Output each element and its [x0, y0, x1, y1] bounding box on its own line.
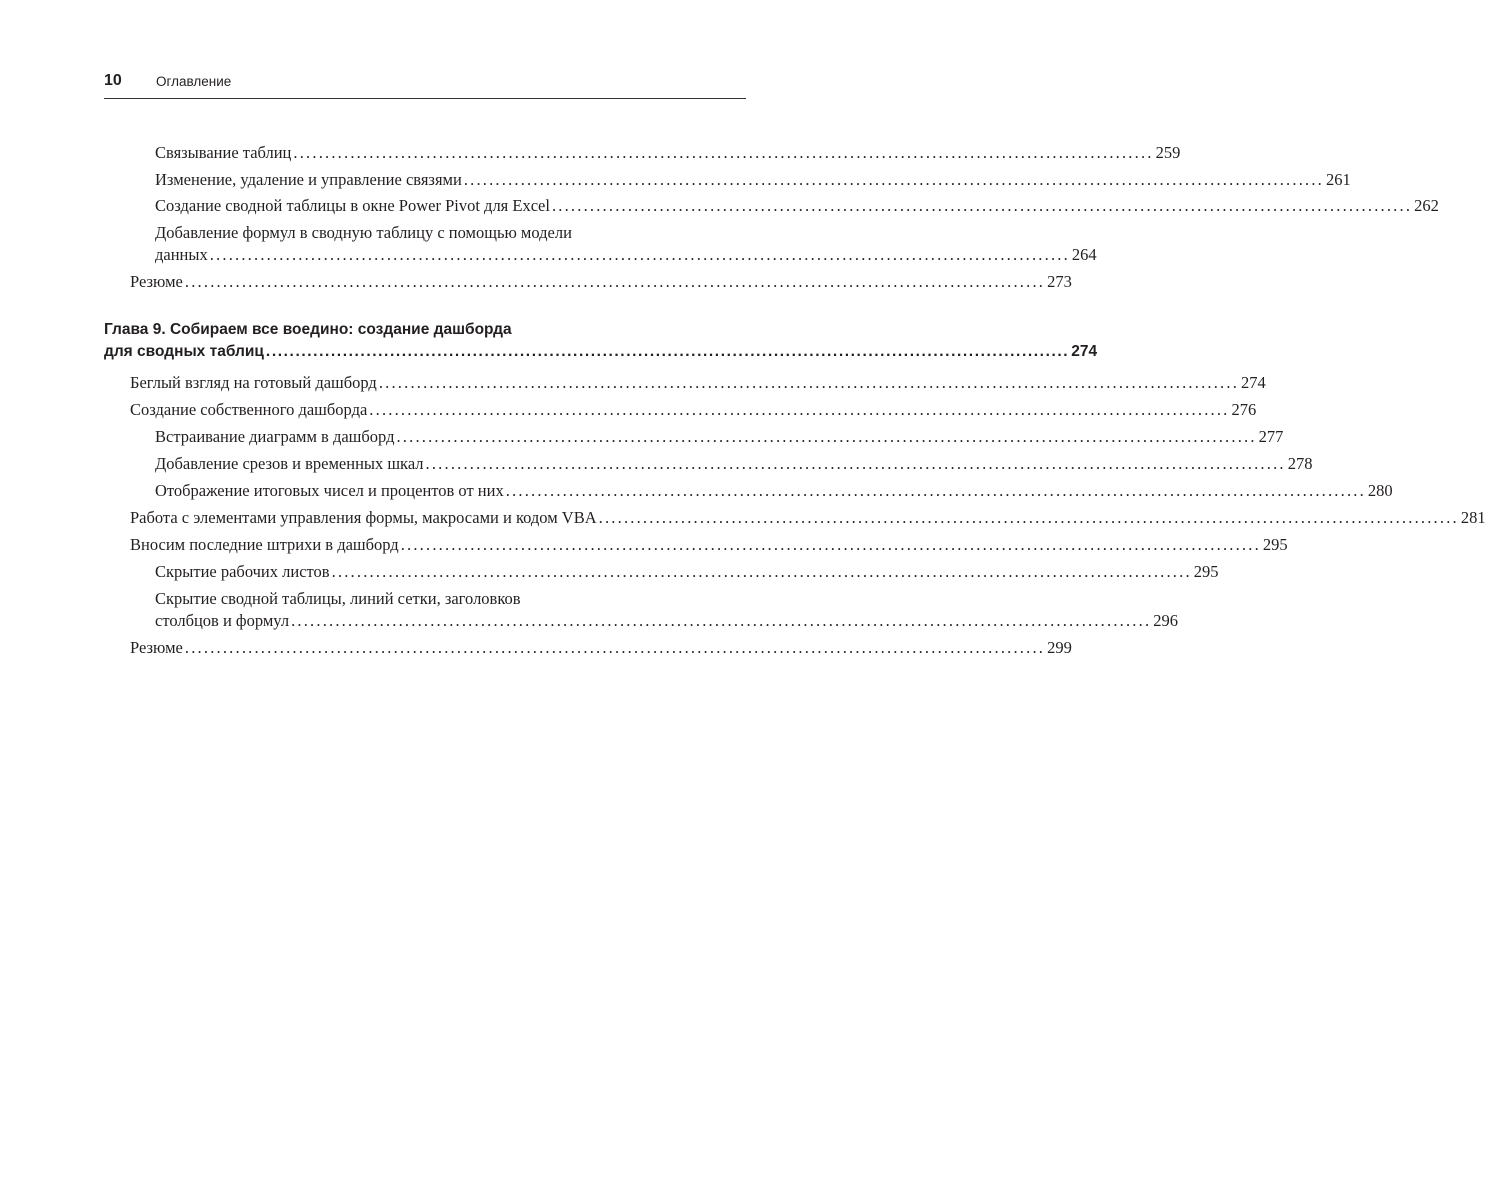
toc-entry[interactable] [155, 142, 1181, 164]
toc-entry-title-line2: данных [155, 245, 208, 264]
toc-entry[interactable] [155, 222, 1097, 266]
dot-leader: ........................................................................................................................................ [396, 427, 1257, 446]
toc-entry-title: Связывание таблиц [155, 143, 292, 162]
toc-entry-page: 276 [1231, 400, 1257, 419]
dot-leader: ........................................................................................................................................ [598, 508, 1459, 527]
chapter-page: 274 [1071, 343, 1098, 360]
toc-entry-page: 280 [1367, 481, 1393, 500]
page-number: 10 [104, 72, 122, 89]
toc-entry-page: 296 [1153, 611, 1179, 630]
toc-entry-title: Скрытие рабочих листов [155, 562, 330, 581]
toc-entry[interactable] [130, 399, 1257, 421]
toc-entry-title: Резюме [130, 272, 183, 291]
dot-leader: ........................................................................................................................................ [184, 638, 1046, 657]
toc-entry-title: Создание сводной таблицы в окне Power Pivot для Excel [155, 196, 550, 215]
toc-entry-page: 299 [1047, 638, 1072, 657]
toc-entry-title-line1: Скрытие сводной таблицы, линий сетки, заголовков [155, 589, 521, 608]
toc-entry[interactable] [130, 637, 1072, 659]
toc-entry-title: Вносим последние штрихи в дашборд [130, 535, 399, 554]
dot-leader: ........................................................................................................................................ [369, 400, 1230, 419]
toc-entry-page: 277 [1258, 427, 1284, 446]
dot-leader: ........................................................................................................................................ [265, 343, 1070, 360]
page-header [104, 70, 746, 99]
dot-leader: ........................................................................................................................................ [378, 373, 1240, 392]
toc-entry-page: 262 [1414, 196, 1439, 215]
toc-entry-title: Резюме [130, 638, 183, 657]
toc-entry[interactable] [155, 195, 1439, 217]
toc-entry[interactable] [130, 507, 1486, 529]
toc-entry-title: Добавление срезов и временных шкал [155, 454, 424, 473]
toc-entry-title-line1: Добавление формул в сводную таблицу с помощью модели [155, 223, 572, 242]
toc-entry[interactable] [155, 480, 1393, 502]
dot-leader: ........................................................................................................................................ [293, 143, 1154, 162]
dot-leader: ........................................................................................................................................ [463, 170, 1325, 189]
dot-leader: ........................................................................................................................................ [291, 611, 1152, 630]
dot-leader: ........................................................................................................................................ [505, 481, 1366, 500]
toc-entry-title: Отображение итоговых чисел и процентов от них [155, 481, 504, 500]
toc-entry-title: Беглый взгляд на готовый дашборд [130, 373, 377, 392]
toc-entry-page: 278 [1287, 454, 1313, 473]
toc-entry-page: 295 [1193, 562, 1219, 581]
toc-entry-title: Встраивание диаграмм в дашборд [155, 427, 395, 446]
dot-leader: ........................................................................................................................................ [184, 272, 1046, 291]
toc-entry[interactable] [130, 534, 1288, 556]
dot-leader: ........................................................................................................................................ [209, 245, 1070, 264]
toc-entry[interactable] [155, 426, 1284, 448]
toc-entry[interactable] [130, 271, 1072, 293]
toc-entry-title: Создание собственного дашборда [130, 400, 368, 419]
chapter-title-line2: для сводных таблиц [104, 343, 264, 360]
dot-leader: ........................................................................................................................................ [425, 454, 1286, 473]
dot-leader: ........................................................................................................................................ [551, 196, 1413, 215]
toc-entry[interactable] [155, 169, 1351, 191]
toc-chapter-entry[interactable] [104, 319, 1098, 363]
toc-entry-page: 281 [1460, 508, 1486, 527]
toc-entry-page: 264 [1071, 245, 1097, 264]
toc-entry-title-line2: столбцов и формул [155, 611, 290, 630]
toc-entry-page: 273 [1047, 272, 1072, 291]
toc-entry[interactable] [155, 453, 1313, 475]
toc-entry-page: 259 [1155, 143, 1181, 162]
toc-entry[interactable] [155, 588, 1179, 632]
chapter-title-line1: Глава 9. Собираем все воедино: создание дашборда [104, 321, 512, 338]
toc-entry[interactable] [130, 372, 1266, 394]
toc-entry-page: 274 [1241, 373, 1266, 392]
toc-entry-title: Работа с элементами управления формы, макросами и кодом VBA [130, 508, 597, 527]
toc-entry-page: 261 [1326, 170, 1351, 189]
toc-entry[interactable] [155, 561, 1219, 583]
dot-leader: ........................................................................................................................................ [400, 535, 1261, 554]
dot-leader: ........................................................................................................................................ [331, 562, 1192, 581]
toc-entry-title: Изменение, удаление и управление связями [155, 170, 462, 189]
running-title: Оглавление [156, 74, 232, 89]
toc-entry-page: 295 [1262, 535, 1288, 554]
